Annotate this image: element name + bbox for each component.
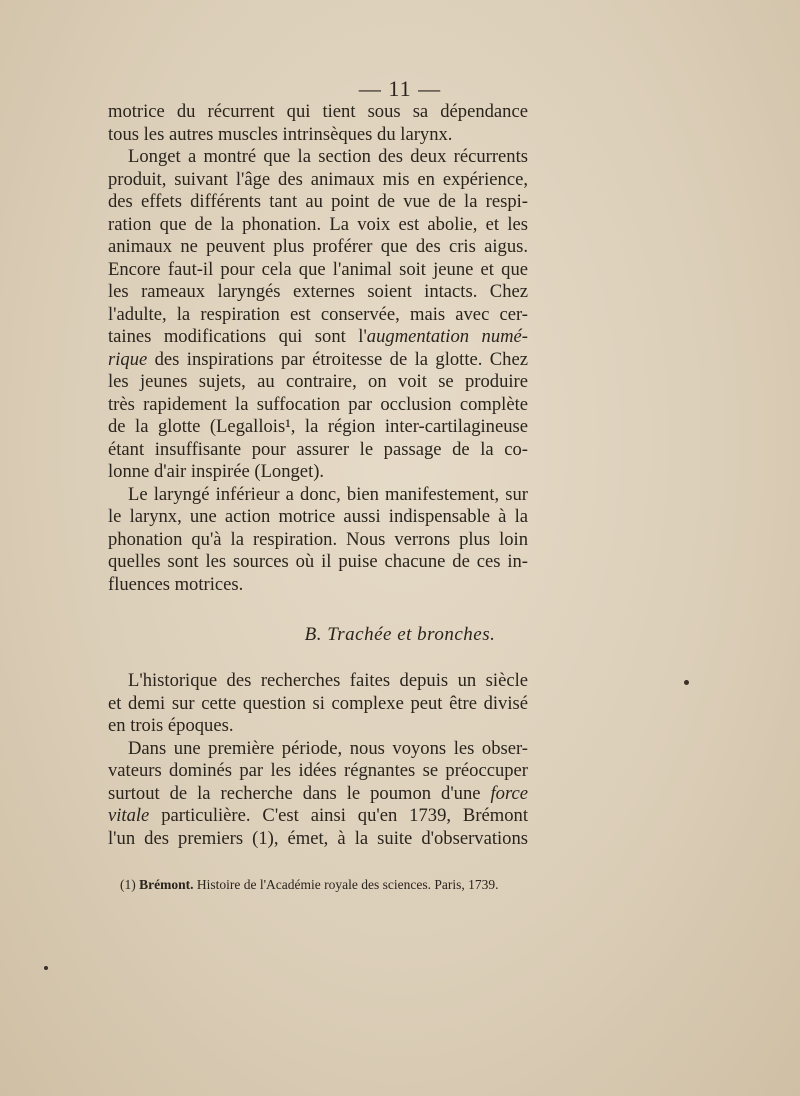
- page-number: — 11 —: [358, 76, 442, 101]
- text-line: l'un des premiers (1), émet, à la suite d'observations: [108, 827, 528, 849]
- text-line: Longet a montré que la section des deux récurrents: [128, 146, 528, 167]
- text-line: Le laryngé inférieur a donc, bien manifestement, sur: [128, 483, 528, 505]
- text-line: l'adulte, la respiration est conservée, mais avec cer-: [108, 303, 528, 325]
- text-line: les jeunes sujets, au contraire, on voit se produire: [108, 371, 528, 392]
- text-line: vateurs dominés par les idées régnantes se préoccuper: [108, 760, 528, 781]
- text-line: surtout de la recherche dans le poumon d'une force: [108, 782, 528, 804]
- text-line: en trois époques.: [108, 715, 234, 736]
- text-line: rique des inspirations par étroitesse de la glotte. Chez: [108, 348, 528, 370]
- text-line: de la glotte (Legallois¹, la région inter-cartilagineuse: [108, 416, 528, 437]
- footnote-text: Histoire de l'Académie royale des sciences. Paris, 1739.: [196, 877, 499, 892]
- section-heading: B. Trachée et bronches.: [304, 624, 496, 645]
- paper-speck: [684, 680, 689, 685]
- text-line: L'historique des recherches faites depuis un siècle: [128, 670, 528, 691]
- text-line: le larynx, une action motrice aussi indispensable à la: [108, 506, 528, 527]
- text-line: motrice du récurrent qui tient sous sa dépendance: [108, 101, 528, 122]
- text-line: taines modifications qui sont l'augmentation numé-: [108, 326, 528, 347]
- body-text-top: [108, 101, 528, 596]
- text-line: des effets différents tant au point de vue de la respi-: [108, 191, 528, 212]
- text-line: très rapidement la suffocation par occlusion complète: [108, 393, 528, 415]
- footnote-marker: (1): [120, 877, 136, 892]
- text-line: les rameaux laryngés externes soient intacts. Chez: [108, 281, 528, 302]
- text-line: animaux ne peuvent plus proférer que des cris aigus.: [108, 236, 528, 257]
- footnote: [120, 877, 498, 893]
- text-line: Dans une première période, nous voyons les obser-: [128, 737, 528, 759]
- text-line: tous les autres muscles intrinsèques du larynx.: [108, 123, 453, 145]
- text-line: phonation qu'à la respiration. Nous verrons plus loin: [108, 528, 528, 550]
- text-line: lonne d'air inspirée (Longet).: [108, 461, 325, 482]
- text-line: fluences motrices.: [108, 573, 244, 595]
- text-line: étant insuffisante pour assurer le passage de la co-: [108, 438, 528, 460]
- text-line: quelles sont les sources où il puise chacune de ces in-: [108, 551, 528, 572]
- paper-speck: [44, 966, 48, 970]
- body-text-bottom: [108, 670, 528, 850]
- text-line: et demi sur cette question si complexe peut être divisé: [108, 692, 528, 714]
- text-line: produit, suivant l'âge des animaux mis en expérience,: [108, 168, 528, 190]
- footnote-author: Brémont.: [139, 877, 194, 892]
- text-line: vitale particulière. C'est ainsi qu'en 1739, Brémont: [108, 805, 528, 826]
- text-line: Encore faut-il pour cela que l'animal soit jeune et que: [108, 258, 528, 280]
- text-line: ration que de la phonation. La voix est abolie, et les: [108, 213, 528, 235]
